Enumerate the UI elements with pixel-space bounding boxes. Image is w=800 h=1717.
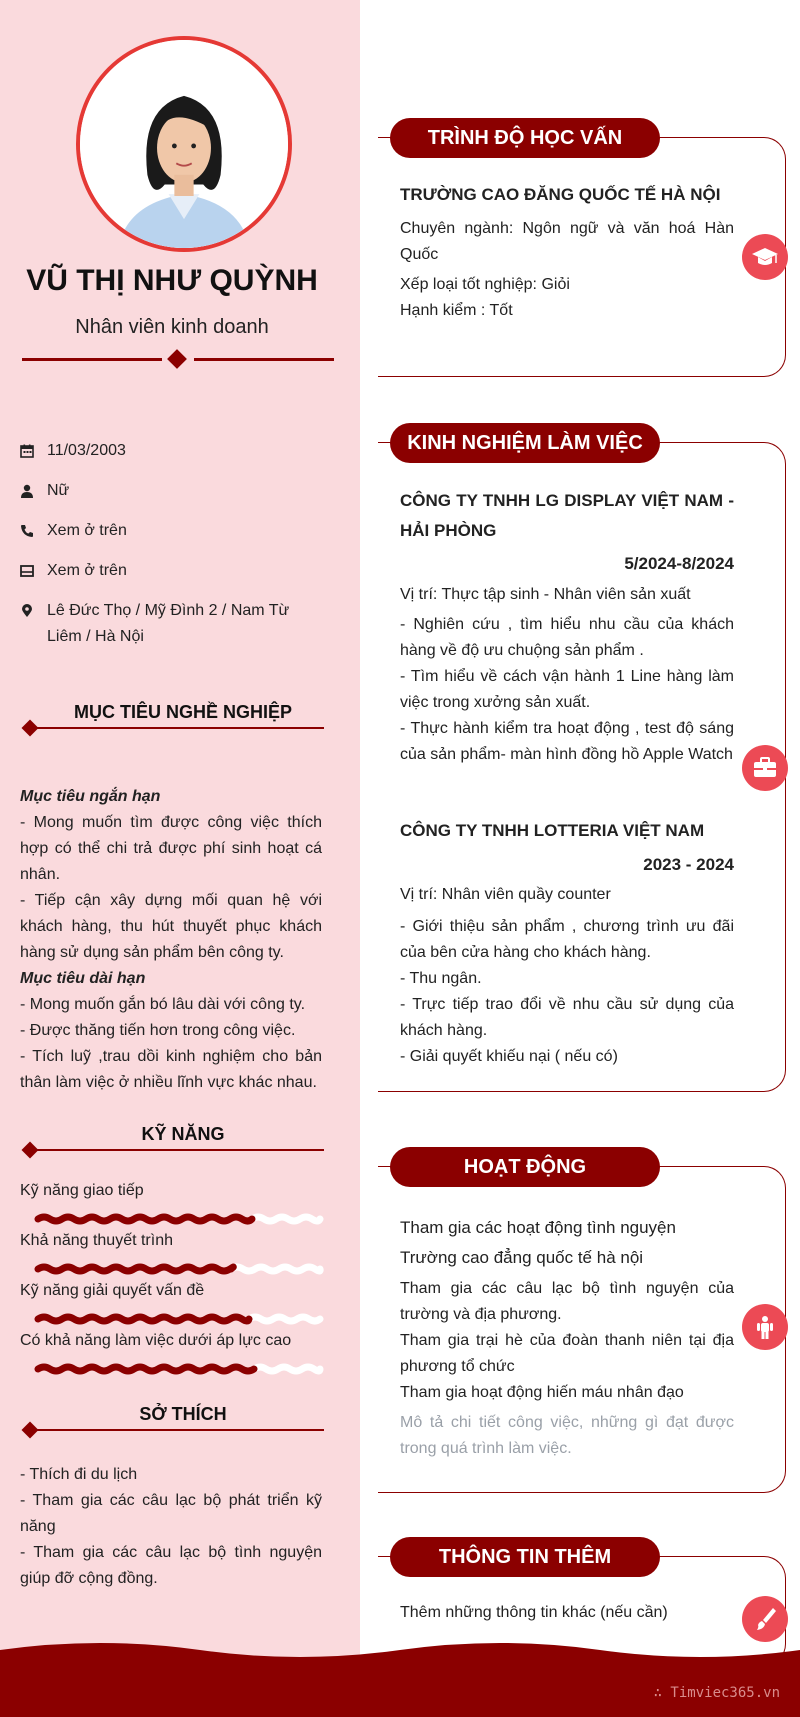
contact-phone <box>20 518 320 544</box>
education-major: Chuyên ngành: Ngôn ngữ và văn hoá Hàn Quốc <box>400 220 734 263</box>
job-details <box>400 914 734 1070</box>
footer-brand: ∴ Timviec365.vn <box>653 1685 780 1701</box>
objective-heading: MỤC TIÊU NGHỀ NGHIỆP <box>22 703 324 733</box>
skill-label: Kỹ năng giải quyết vấn đề <box>20 1282 205 1299</box>
experience-heading: KINH NGHIỆM LÀM VIỆC <box>390 423 660 463</box>
calendar-icon <box>20 438 47 464</box>
skill-bar <box>34 1262 324 1276</box>
contact-address-text: Lê Đức Thọ / Mỹ Đình 2 / Nam Từ Liêm / Hà Nội <box>47 602 290 645</box>
avatar <box>76 36 292 252</box>
activity-detail-item: Tham gia các câu lạc bộ tình nguyện của trường và địa phương. <box>400 1280 734 1323</box>
skill-bar <box>34 1212 324 1226</box>
job-period: 5/2024-8/2024 <box>624 554 734 573</box>
profile-name: VŨ THỊ NHƯ QUỲNH <box>26 264 318 297</box>
activity-placeholder: Mô tả chi tiết công việc, những gì đạt được trong quá trình làm việc. <box>400 1414 734 1457</box>
job-details <box>400 612 734 768</box>
activity-organization: Trường cao đẳng quốc tế hà nội <box>400 1248 644 1267</box>
skill-bar-fill <box>38 1317 249 1321</box>
education-school: TRƯỜNG CAO ĐĂNG QUỐC TẾ HÀ NỘI <box>400 185 721 204</box>
hobbies-content <box>20 1462 322 1592</box>
skill-bar-fill <box>38 1367 254 1371</box>
job-detail-item: - Giới thiệu sản phẩm , chương trình ưu đãi của bên cửa hàng cho khách hàng. <box>400 918 734 961</box>
job-period: 2023 - 2024 <box>643 855 734 874</box>
objective-long-item: - Được thăng tiến hơn trong công việc. <box>20 1022 296 1039</box>
location-icon <box>20 598 47 650</box>
footer <box>0 1640 800 1717</box>
contact-gender-text: Nữ <box>47 482 70 499</box>
hobby-item: - Tham gia các câu lạc bộ tình nguyện giúp đỡ cộng đồng. <box>20 1544 322 1587</box>
job-company: CÔNG TY TNHH LOTTERIA VIỆT NAM <box>400 821 705 840</box>
skill-label: Có khả năng làm việc dưới áp lực cao <box>20 1332 292 1349</box>
hobbies-heading: SỞ THÍCH <box>22 1405 324 1435</box>
graduation-cap-icon <box>742 234 788 280</box>
contact-gender <box>20 478 320 504</box>
phone-icon <box>20 518 47 544</box>
objective-short-item: - Tiếp cận xây dựng mối quan hệ với khách hàng, thu hút thuyết phục khách hàng sử dụng sản phẩm bên công ty. <box>20 892 322 961</box>
extra-text: Thêm những thông tin khác (nếu cần) <box>400 1604 668 1621</box>
contact-phone-text: Xem ở trên <box>47 522 127 539</box>
job-position: Vị trí: Nhân viên quầy counter <box>400 886 611 903</box>
objective-short-item: - Mong muốn tìm được công việc thích hợp có thể chi trả được phí sinh hoạt cá nhân. <box>20 814 322 883</box>
skill-label: Kỹ năng giao tiếp <box>20 1182 144 1199</box>
skills-heading: KỸ NĂNG <box>22 1125 324 1155</box>
education-heading: TRÌNH ĐỘ HỌC VẤN <box>390 118 660 158</box>
contact-email <box>20 558 320 584</box>
brush-icon <box>742 1596 788 1642</box>
activity-title: Tham gia các hoạt động tình nguyện <box>400 1218 676 1237</box>
skill-bar-track <box>252 1217 320 1221</box>
education-grade: Xếp loại tốt nghiệp: Giỏi <box>400 276 570 293</box>
briefcase-icon <box>742 745 788 791</box>
activities-heading: HOẠT ĐỘNG <box>390 1147 660 1187</box>
hobby-item: - Thích đi du lịch <box>20 1466 138 1483</box>
contact-email-text: Xem ở trên <box>47 562 127 579</box>
objective-long-item: - Mong muốn gắn bó lâu dài với công ty. <box>20 996 306 1013</box>
skill-bar-track <box>231 1267 320 1271</box>
skill-bar <box>34 1312 324 1326</box>
activity-detail-item: Tham gia hoạt động hiến máu nhân đạo <box>400 1384 684 1401</box>
objective-content <box>20 784 322 1096</box>
profile-role: Nhân viên kinh doanh <box>75 316 269 338</box>
job-position: Vị trí: Thực tập sinh - Nhân viên sản xuất <box>400 586 691 603</box>
hobby-item: - Tham gia các câu lạc bộ phát triển kỹ năng <box>20 1492 322 1535</box>
skill-bar-fill <box>38 1217 252 1221</box>
skill-label: Khả năng thuyết trình <box>20 1232 173 1249</box>
contact-birthdate-text: 11/03/2003 <box>47 442 126 459</box>
contact-birthdate <box>20 438 320 464</box>
activity-details <box>400 1276 734 1406</box>
objective-long-title: Mục tiêu dài hạn <box>20 970 146 987</box>
objective-short-title: Mục tiêu ngắn hạn <box>20 788 161 805</box>
education-conduct: Hạnh kiểm : Tốt <box>400 302 513 319</box>
activity-detail-item: Tham gia trại hè của đoàn thanh niên tại địa phương tổ chức <box>400 1332 734 1375</box>
email-icon <box>20 558 47 584</box>
skill-bar-fill <box>38 1267 233 1271</box>
contact-address <box>20 598 320 650</box>
objective-long-item: - Tích luỹ ,trau dồi kinh nghiệm cho bản thân làm việc ở nhiều lĩnh vực khác nhau. <box>20 1048 322 1091</box>
person-icon <box>20 478 47 504</box>
job-detail-item: - Thu ngân. <box>400 970 482 987</box>
skill-bar-track <box>249 1317 320 1321</box>
volunteer-icon <box>742 1304 788 1350</box>
skill-bar-track <box>254 1367 320 1371</box>
job-company: CÔNG TY TNHH LG DISPLAY VIỆT NAM - HẢI PHÒNG <box>400 491 734 540</box>
job-detail-item: - Tìm hiểu về cách vận hành 1 Line hàng làm việc trong xưởng sản xuất. <box>400 668 734 711</box>
job-detail-item: - Thực hành kiểm tra hoạt động , test độ sáng của sản phẩm- màn hình đồng hồ Apple Watch <box>400 720 734 763</box>
wave-edge <box>335 0 375 1717</box>
name-divider <box>22 349 334 369</box>
extra-heading: THÔNG TIN THÊM <box>390 1537 660 1577</box>
job-detail-item: - Trực tiếp trao đổi về nhu cầu sử dụng của khách hàng. <box>400 996 734 1039</box>
skill-bar <box>34 1362 324 1376</box>
job-detail-item: - Nghiên cứu , tìm hiểu nhu cầu của khách hàng về độ ưu chuộng sản phẩm . <box>400 616 734 659</box>
job-detail-item: - Giải quyết khiếu nại ( nếu có) <box>400 1048 618 1065</box>
